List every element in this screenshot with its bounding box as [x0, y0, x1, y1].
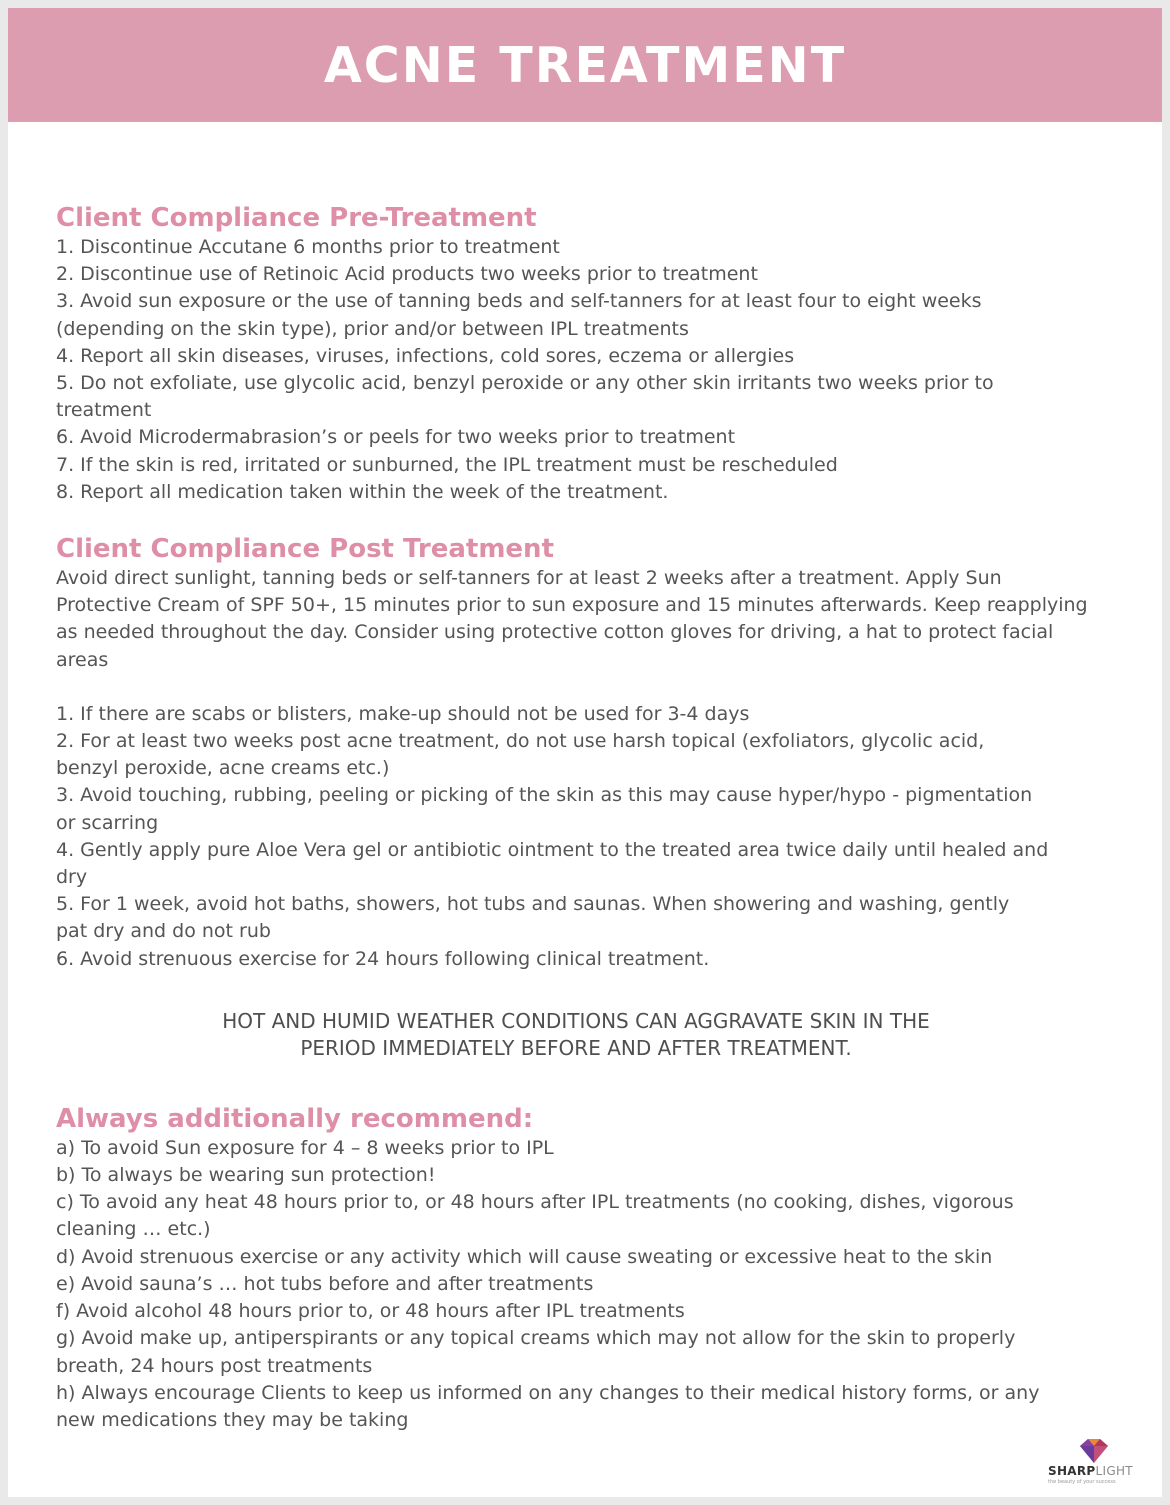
list-item: 4. Gently apply pure Aloe Vera gel or antibiotic ointment to the treated area twice daily until healed and [56, 838, 1049, 861]
recommend-heading: Always additionally recommend: [56, 1103, 534, 1134]
list-item: 3. Avoid sun exposure or the use of tanning beds and self-tanners for at least four to eight weeks [56, 290, 982, 313]
list-item: 7. If the skin is red, irritated or sunburned, the IPL treatment must be rescheduled [56, 453, 838, 476]
list-item: 1. Discontinue Accutane 6 months prior to treatment [56, 236, 560, 258]
list-item: 4. Report all skin diseases, viruses, infections, cold sores, eczema or allergies [56, 344, 795, 367]
weather-notice [56, 1008, 1096, 1063]
list-item: g) Avoid make up, antiperspirants or any topical creams which may not allow for the skin to properly [56, 1327, 1016, 1350]
list-item: d) Avoid strenuous exercise or any activity which will cause sweating or excessive heat to the skin [56, 1245, 993, 1268]
brand-name: SHARPLIGHT [1048, 1464, 1133, 1478]
list-item: 5. Do not exfoliate, use glycolic acid, benzyl peroxide or any other skin irritants two weeks prior to [56, 372, 994, 395]
notice-line: HOT AND HUMID WEATHER CONDITIONS CAN AGGRAVATE SKIN IN THE [222, 1008, 930, 1033]
list-item: dry [56, 866, 88, 889]
list-item: new medications they may be taking [56, 1408, 409, 1431]
title-banner [8, 8, 1162, 122]
list-item: h) Always encourage Clients to keep us informed on any changes to their medical history forms, or any [56, 1381, 1040, 1404]
list-item: (depending on the skin type), prior and/or between IPL treatments [56, 317, 689, 340]
list-item: pat dry and do not rub [56, 920, 271, 943]
list-item: breath, 24 hours post treatments [56, 1354, 373, 1377]
list-item: 8. Report all medication taken within the week of the treatment. [56, 480, 669, 503]
document-body [56, 202, 1096, 1434]
diamond-logo-icon [1074, 1438, 1114, 1464]
list-item: e) Avoid sauna’s … hot tubs before and after treatments [56, 1272, 594, 1295]
list-item: treatment [56, 399, 152, 422]
post-treatment-list [56, 701, 1096, 973]
list-item: 2. Discontinue use of Retinoic Acid products two weeks prior to treatment [56, 263, 758, 286]
list-item: b) To always be wearing sun protection! [56, 1164, 436, 1187]
list-item: cleaning … etc.) [56, 1218, 211, 1241]
page-title: ACNE TREATMENT [323, 36, 847, 94]
sharplight-logo [1048, 1438, 1144, 1488]
document-page [8, 8, 1162, 1497]
paragraph-line: as needed throughout the day. Consider using protective cotton gloves for driving, a hat to protect facial [56, 621, 1054, 644]
list-item: f) Avoid alcohol 48 hours prior to, or 48 hours after IPL treatments [56, 1300, 685, 1323]
list-item: benzyl peroxide, acne creams etc.) [56, 757, 390, 780]
list-item: a) To avoid Sun exposure for 4 – 8 weeks prior to IPL [56, 1136, 554, 1159]
paragraph-line: Protective Cream of SPF 50+, 15 minutes prior to sun exposure and 15 minutes afterwards. Keep reapplying [56, 594, 1088, 617]
post-treatment-heading: Client Compliance Post Treatment [56, 534, 554, 565]
list-item: 1. If there are scabs or blisters, make-up should not be used for 3-4 days [56, 702, 750, 725]
paragraph-line: areas [56, 648, 109, 671]
pre-treatment-list [56, 234, 1096, 506]
pre-treatment-heading: Client Compliance Pre-Treatment [56, 203, 537, 233]
list-item: 5. For 1 week, avoid hot baths, showers, hot tubs and saunas. When showering and washing, gently [56, 893, 1010, 916]
list-item: 2. For at least two weeks post acne treatment, do not use harsh topical (exfoliators, glycolic acid, [56, 730, 985, 753]
brand-tagline: the beauty of your success [1048, 1479, 1116, 1485]
list-item: 6. Avoid strenuous exercise for 24 hours following clinical treatment. [56, 947, 710, 970]
paragraph-line: Avoid direct sunlight, tanning beds or self-tanners for at least 2 weeks after a treatment. Apply Sun [56, 567, 1002, 590]
list-item: 3. Avoid touching, rubbing, peeling or picking of the skin as this may cause hyper/hypo - pigmentation [56, 784, 1033, 807]
notice-line: PERIOD IMMEDIATELY BEFORE AND AFTER TREATMENT. [300, 1036, 852, 1061]
list-item: c) To avoid any heat 48 hours prior to, or 48 hours after IPL treatments (no cooking, dishes, vigorous [56, 1191, 1014, 1214]
post-treatment-intro [56, 565, 1096, 674]
list-item: or scarring [56, 811, 159, 834]
recommend-list [56, 1135, 1096, 1434]
list-item: 6. Avoid Microdermabrasion’s or peels for two weeks prior to treatment [56, 426, 736, 449]
